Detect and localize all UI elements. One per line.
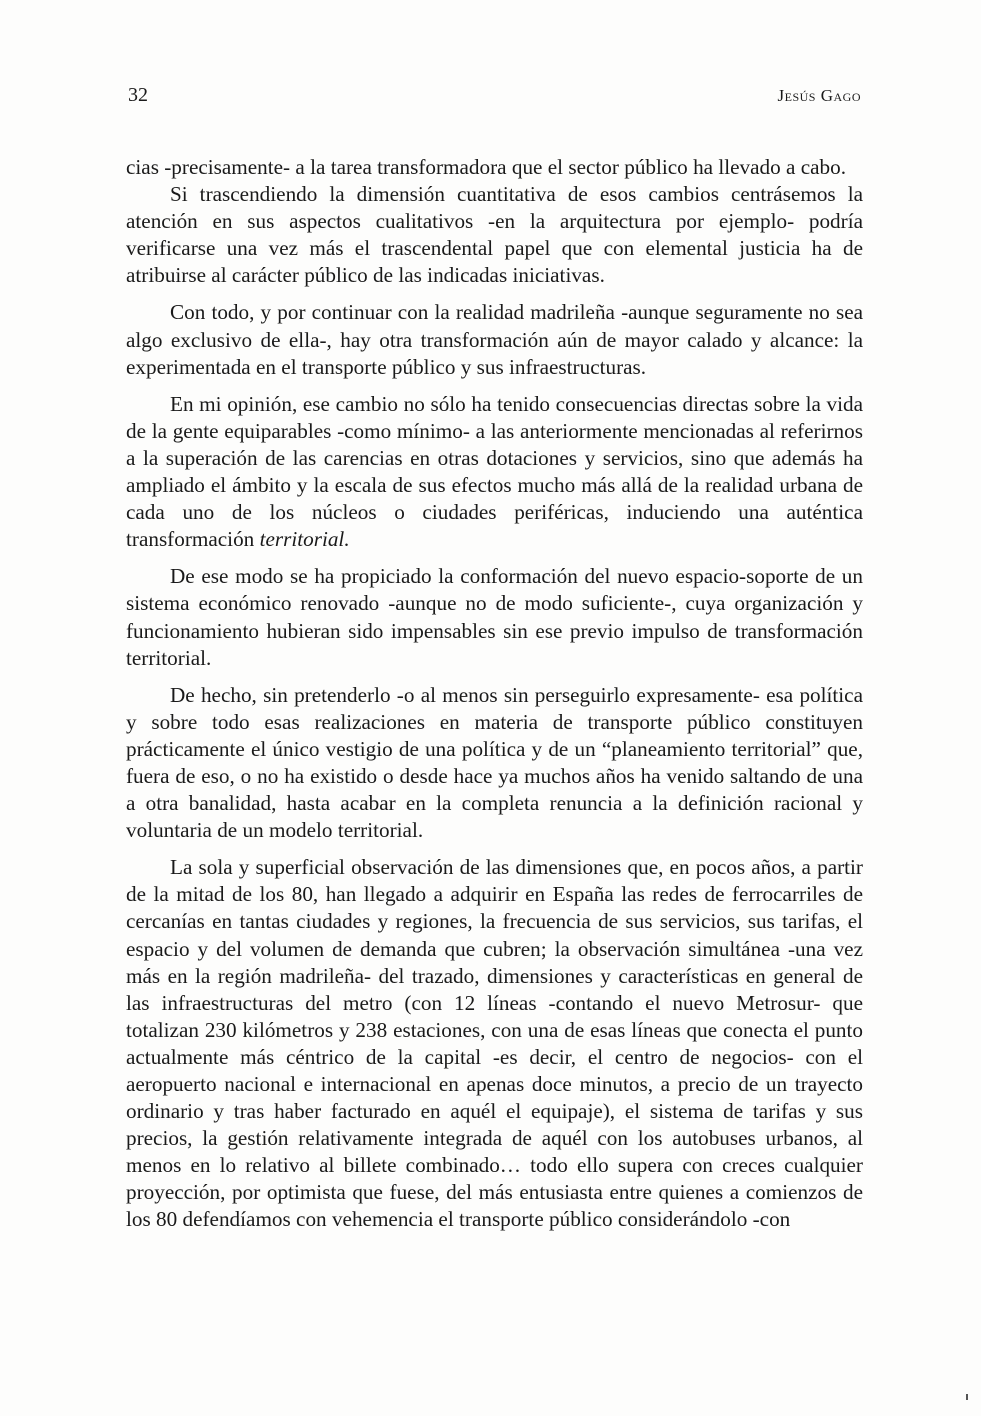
page-header bbox=[128, 84, 861, 112]
scan-artifact-mark bbox=[966, 1394, 968, 1400]
running-head-author: Jesús Gago bbox=[777, 86, 861, 105]
paragraph: De hecho, sin pretenderlo -o al menos sin perseguirlo expresamente- esa política y sobre todo esas realizaciones en materia de transporte público constituyen prácticamente el único vestigio de una política y de un “planeamiento territorial” que, fuera de eso, o no ha existido o desde hace ya muchos años ha venido saltando de una a otra banalidad, hasta acabar en la completa renuncia a la definición racional y voluntaria de un modelo territorial. bbox=[126, 682, 863, 843]
paragraph-with-emphasis bbox=[126, 391, 863, 554]
paragraph: La sola y superficial observación de las dimensiones que, en pocos años, a partir de la mitad de los 80, han llegado a adquirir en España las redes de ferrocarriles de cercanías en tantas ciudades y regiones, la frecuencia de sus servicios, sus tarifas, el espacio y del volumen de demanda que cubren; la observación simultánea -una vez más en la región madrileña- del trazado, dimensiones y características en general de las infraestructuras del metro (con 12 líneas -contando el nuevo Metrosur- que totalizan 230 kilómetros y 238 estaciones, con una de esas líneas que conecta el punto actualmente más céntrico de la capital -es decir, el centro de negocios- con el aeropuerto nacional e internacional en apenas doce minutos, a precio de un trayecto ordinario y tras haber facturado en aquél el equipaje), el sistema de tarifas y sus precios, la gestión relativamente integrada de aquél con los autobuses urbanos, al menos en lo relativo al billete combinado… todo ello supera con creces cualquier proyección, por optimista que fuese, del más entusiasta entre quienes a comienzos de los 80 defendíamos con vehemencia el transporte público considerándolo -con bbox=[126, 855, 863, 1232]
page-number: 32 bbox=[128, 84, 148, 106]
paragraph: Con todo, y por continuar con la realidad madrileña -aunque seguramente no sea algo exclusivo de ella-, hay otra transformación aún de mayor calado y alcance: la experimentada en el transporte público y sus infraestructuras. bbox=[126, 300, 863, 379]
emphasized-word: territorial. bbox=[259, 527, 350, 552]
paragraph: Si trascendiendo la dimensión cuantitativa de esos cambios centrásemos la atención en sus aspectos cualitativos -en la arquitectura por ejemplo- podría verificarse una vez más el trascendental papel que con elemental justicia ha de atribuirse al carácter público de las indicadas iniciativas. bbox=[126, 182, 863, 288]
body-text bbox=[126, 154, 863, 1234]
paragraph-text: En mi opinión, ese cambio no sólo ha tenido consecuencias directas sobre la vida de la gente equiparables -como mínimo- a las anteriormente mencionadas al referirnos a la superación de las carencias en otras dotaciones y servicios, sino que además ha ampliado el ámbito y la escala de sus efectos mucho más allá de la realidad urbana de cada uno de los núcleos o ciudades periféricas, induciendo una auténtica transformación bbox=[126, 391, 863, 552]
paragraph: De ese modo se ha propiciado la conformación del nuevo espacio-soporte de un sistema económico renovado -aunque no de modo suficiente-, cuya organización y funcionamiento hubieran sido impensables sin ese previo impulso de transformación territorial. bbox=[126, 564, 863, 670]
paragraph-continuation: cias -precisamente- a la tarea transformadora que el sector público ha llevado a cabo. bbox=[126, 155, 847, 179]
